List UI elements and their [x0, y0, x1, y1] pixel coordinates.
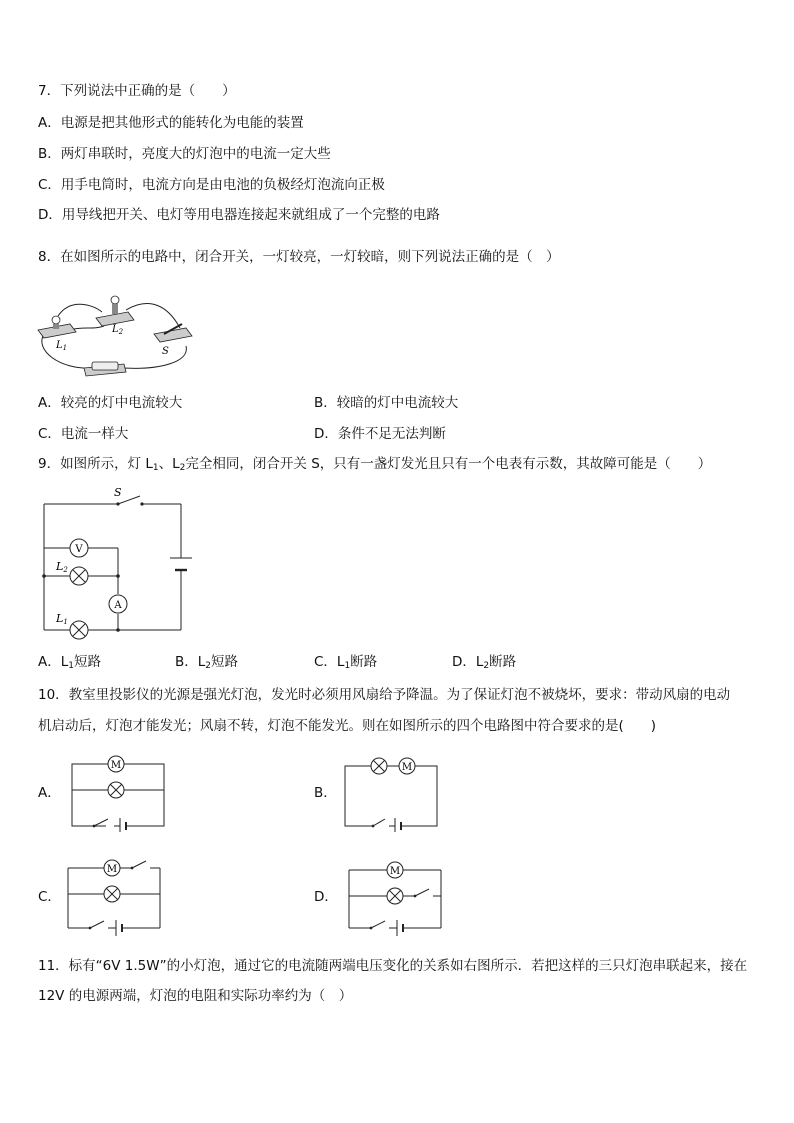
- q9-option-b: B．$L_2$短路: [175, 654, 239, 671]
- q10-stem-line1: 10．教室里投影仪的光源是强光灯泡，发光时必须用风扇给予降温。为了保证灯泡不被烧坏，要求：带动风扇的电动: [38, 687, 731, 703]
- q9-stem: 9．如图所示，灯 $L_1$、$L_2$完全相同，闭合开关 S，只有一盏灯发光且只有一个电表有示数，其故障可能是（ ）: [38, 456, 712, 473]
- q10-stem-line2: 机启动后，灯泡才能发光；风扇不转，灯泡不能发光。则在如图所示的四个电路图中符合要求的是( ): [38, 718, 657, 734]
- q9-label-l1: L1: [56, 612, 68, 626]
- svg-text:M: M: [106, 864, 118, 875]
- q10-option-a-label: A．: [38, 785, 61, 801]
- q9-label-l2: L2: [56, 560, 68, 574]
- q7-option-c: C．用手电筒时，电流方向是由电池的负极经灯泡流向正极: [38, 177, 385, 193]
- lamp-icon: [104, 886, 120, 902]
- motor-icon: [104, 860, 120, 876]
- q9-option-c: C．$L_1$断路: [314, 654, 378, 671]
- switch-icon: [154, 324, 192, 342]
- lamp-icon: [371, 758, 387, 774]
- q9-label-s: S: [114, 486, 122, 499]
- battery-icon: [84, 362, 126, 376]
- q8-label-s: S: [162, 346, 169, 357]
- q10-circuit-c: [66, 856, 166, 936]
- q10-option-b-label: B．: [314, 785, 337, 801]
- q10-circuit-b: [343, 752, 443, 832]
- voltmeter-icon: [70, 539, 88, 557]
- ammeter-icon: [109, 595, 127, 613]
- svg-text:A: A: [114, 600, 122, 611]
- lamp-l2-icon: [96, 296, 134, 326]
- q10-circuit-d: [347, 856, 447, 936]
- q11-stem-line1: 11．标有“6V 1.5W”的小灯泡，通过它的电流随两端电压变化的关系如右图所示．若把这样的三只灯泡串联起来，接在: [38, 958, 748, 974]
- q9-circuit-figure: [36, 484, 196, 644]
- switch-contact-icon: [116, 502, 119, 505]
- q7-option-a: A．电源是把其他形式的能转化为电能的装置: [38, 115, 304, 131]
- q8-option-a: A．较亮的灯中电流较大: [38, 395, 183, 411]
- lamp-icon: [387, 888, 403, 904]
- q8-option-c: C．电流一样大: [38, 426, 129, 442]
- motor-icon: [399, 758, 415, 774]
- lamp-l1-icon: [38, 316, 76, 338]
- q9-option-a: A．$L_1$短路: [38, 654, 101, 671]
- q8-option-d: D．条件不足无法判断: [314, 426, 446, 442]
- svg-text:M: M: [401, 762, 413, 773]
- q10-option-c-label: C．: [38, 889, 61, 905]
- q8-circuit-figure: [30, 290, 200, 382]
- q8-option-b: B．较暗的灯中电流较大: [314, 395, 459, 411]
- q10-option-d-label: D．: [314, 889, 338, 905]
- q7-stem: 7．下列说法中正确的是（ ）: [38, 83, 236, 99]
- q8-label-l1: $L_1$: [56, 340, 68, 352]
- svg-text:V: V: [75, 544, 83, 555]
- motor-icon: [387, 862, 403, 878]
- q7-option-d: D．用导线把开关、电灯等用电器连接起来就组成了一个完整的电路: [38, 207, 440, 223]
- lamp-l1-icon: [70, 621, 88, 639]
- q10-circuit-a: [70, 752, 170, 832]
- motor-icon: [108, 756, 124, 772]
- q11-stem-line2: 12V 的电源两端，灯泡的电阻和实际功率约为（ ）: [38, 988, 353, 1004]
- lamp-icon: [108, 782, 124, 798]
- q7-option-b: B．两灯串联时，亮度大的灯泡中的电流一定大些: [38, 146, 331, 162]
- q9-option-d: D．$L_2$断路: [452, 654, 517, 671]
- svg-text:M: M: [110, 760, 122, 771]
- q8-label-l2: $L_2$: [112, 324, 124, 336]
- svg-text:M: M: [389, 866, 401, 877]
- lamp-l2-icon: [70, 567, 88, 585]
- q8-stem: 8．在如图所示的电路中，闭合开关，一灯较亮，一灯较暗，则下列说法正确的是（ ）: [38, 249, 560, 265]
